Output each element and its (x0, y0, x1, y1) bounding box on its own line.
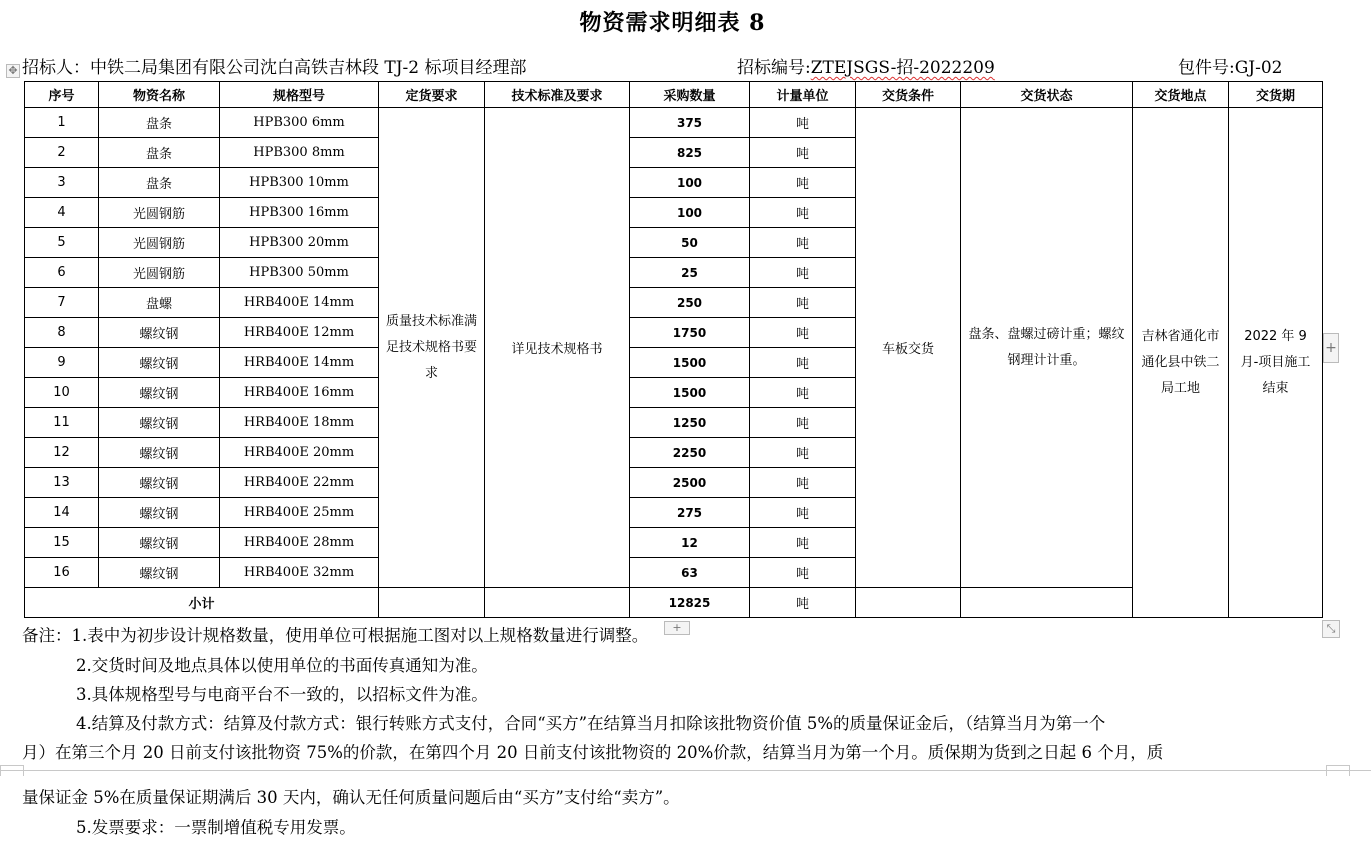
cell-no: 8 (25, 318, 99, 348)
cell-no: 14 (25, 498, 99, 528)
note-3: 3.具体规格型号与电商平台不一致的，以招标文件为准。 (76, 685, 488, 704)
header-spec: 规格型号 (220, 82, 379, 108)
cell-qty: 2500 (630, 468, 750, 498)
cell-unit: 吨 (750, 138, 856, 168)
cell-spec: HRB400E 14mm (220, 348, 379, 378)
cell-spec: HRB400E 22mm (220, 468, 379, 498)
cell-delivery-state: 盘条、盘螺过磅计重；螺纹钢理计计重。 (961, 108, 1133, 588)
cell-delivery-place: 吉林省通化市通化县中铁二局工地 (1133, 108, 1229, 618)
subtotal-empty-state (961, 588, 1133, 618)
header-order-req: 定货要求 (379, 82, 485, 108)
cell-spec: HPB300 6mm (220, 108, 379, 138)
cell-name: 螺纹钢 (99, 468, 220, 498)
cell-no: 11 (25, 408, 99, 438)
cell-unit: 吨 (750, 258, 856, 288)
cell-name: 光圆钢筋 (99, 198, 220, 228)
cell-spec: HPB300 16mm (220, 198, 379, 228)
header-tech-std: 技术标准及要求 (485, 82, 630, 108)
cell-spec: HRB400E 32mm (220, 558, 379, 588)
cell-spec: HPB300 10mm (220, 168, 379, 198)
cell-spec: HRB400E 16mm (220, 378, 379, 408)
subtotal-empty-cond (856, 588, 961, 618)
cell-spec: HRB400E 12mm (220, 318, 379, 348)
tenderer-line: 招标人：中铁二局集团有限公司沈白高铁吉林段 TJ-2 标项目经理部 (22, 58, 527, 78)
table-header-row (25, 82, 1323, 108)
cell-no: 10 (25, 378, 99, 408)
cell-qty: 100 (630, 198, 750, 228)
cell-unit: 吨 (750, 408, 856, 438)
cell-qty: 2250 (630, 438, 750, 468)
cell-name: 螺纹钢 (99, 558, 220, 588)
cell-qty: 1500 (630, 378, 750, 408)
cell-spec: HPB300 8mm (220, 138, 379, 168)
subtotal-unit: 吨 (750, 588, 856, 618)
page-break-marker-right (1326, 765, 1350, 776)
tender-number-label: 招标编号: (737, 58, 811, 78)
cell-spec: HPB300 20mm (220, 228, 379, 258)
cell-name: 光圆钢筋 (99, 258, 220, 288)
cell-qty: 63 (630, 558, 750, 588)
subtotal-row (25, 588, 1323, 618)
header-delivery-place: 交货地点 (1133, 82, 1229, 108)
cell-no: 4 (25, 198, 99, 228)
cell-spec: HPB300 50mm (220, 258, 379, 288)
subtotal-empty-order (379, 588, 485, 618)
package-number: 包件号:GJ-02 (1178, 58, 1283, 78)
cell-no: 7 (25, 288, 99, 318)
cell-no: 6 (25, 258, 99, 288)
cell-delivery-time: 2022 年 9 月-项目施工结束 (1229, 108, 1323, 618)
cell-order-req: 质量技术标准满足技术规格书要求 (379, 108, 485, 588)
note-4-line-3: 量保证金 5%在质量保证期满后 30 天内，确认无任何质量问题后由“买方”支付给“卖方”。 (22, 788, 680, 807)
document-title: 物资需求明细表 8 (579, 10, 766, 36)
cell-unit: 吨 (750, 198, 856, 228)
tender-number-value: ZTEJSGS-招-2022209 (810, 58, 995, 78)
cell-name: 盘条 (99, 108, 220, 138)
add-column-plus-icon[interactable]: + (1323, 333, 1339, 363)
cell-name: 螺纹钢 (99, 528, 220, 558)
note-5: 5.发票要求：一票制增值税专用发票。 (76, 818, 356, 837)
cell-unit: 吨 (750, 558, 856, 588)
cell-unit: 吨 (750, 108, 856, 138)
cell-no: 12 (25, 438, 99, 468)
header-delivery-time: 交货期 (1229, 82, 1323, 108)
add-row-plus-icon[interactable]: + (664, 621, 690, 635)
cell-qty: 1500 (630, 348, 750, 378)
cell-name: 盘条 (99, 168, 220, 198)
materials-table (24, 81, 1323, 618)
cell-name: 螺纹钢 (99, 498, 220, 528)
cell-name: 螺纹钢 (99, 408, 220, 438)
cell-unit: 吨 (750, 348, 856, 378)
cell-qty: 275 (630, 498, 750, 528)
header-no: 序号 (25, 82, 99, 108)
cell-name: 螺纹钢 (99, 378, 220, 408)
header-delivery-state: 交货状态 (961, 82, 1133, 108)
header-qty: 采购数量 (630, 82, 750, 108)
cell-name: 盘螺 (99, 288, 220, 318)
cell-qty: 100 (630, 168, 750, 198)
cell-spec: HRB400E 18mm (220, 408, 379, 438)
cell-no: 2 (25, 138, 99, 168)
cell-spec: HRB400E 20mm (220, 438, 379, 468)
cell-unit: 吨 (750, 288, 856, 318)
cell-name: 盘条 (99, 138, 220, 168)
cell-unit: 吨 (750, 228, 856, 258)
cell-unit: 吨 (750, 168, 856, 198)
cell-spec: HRB400E 14mm (220, 288, 379, 318)
subtotal-empty-tech (485, 588, 630, 618)
cell-qty: 250 (630, 288, 750, 318)
cell-no: 15 (25, 528, 99, 558)
cell-spec: HRB400E 25mm (220, 498, 379, 528)
cell-qty: 1250 (630, 408, 750, 438)
header-delivery-cond: 交货条件 (856, 82, 961, 108)
cell-no: 13 (25, 468, 99, 498)
cell-qty: 375 (630, 108, 750, 138)
cell-qty: 50 (630, 228, 750, 258)
cell-no: 3 (25, 168, 99, 198)
table-row (25, 108, 1323, 138)
cell-unit: 吨 (750, 528, 856, 558)
cell-unit: 吨 (750, 318, 856, 348)
cell-no: 1 (25, 108, 99, 138)
cell-name: 螺纹钢 (99, 438, 220, 468)
page-break-divider (0, 770, 1371, 771)
tender-number (737, 53, 995, 78)
page-break-marker-left (0, 765, 24, 776)
cell-qty: 825 (630, 138, 750, 168)
cell-unit: 吨 (750, 438, 856, 468)
note-2: 2.交货时间及地点具体以使用单位的书面传真通知为准。 (76, 656, 488, 675)
cell-name: 螺纹钢 (99, 348, 220, 378)
cell-qty: 12 (630, 528, 750, 558)
header-name: 物资名称 (99, 82, 220, 108)
header-unit: 计量单位 (750, 82, 856, 108)
cell-unit: 吨 (750, 378, 856, 408)
note-4-line-2: 月）在第三个月 20 日前支付该批物资 75%的价款，在第四个月 20 日前支付该批物资的 20%价款，结算当月为第一个月。质保期为货到之日起 6 个月，质 (22, 743, 1164, 762)
cell-no: 9 (25, 348, 99, 378)
cell-qty: 1750 (630, 318, 750, 348)
table-resize-icon[interactable]: ⤡ (1322, 620, 1340, 638)
subtotal-qty: 12825 (630, 588, 750, 618)
cell-name: 螺纹钢 (99, 318, 220, 348)
cell-tech-std: 详见技术规格书 (485, 108, 630, 588)
subtotal-label: 小计 (25, 588, 379, 618)
table-move-icon[interactable]: ✥ (6, 64, 20, 78)
cell-no: 5 (25, 228, 99, 258)
cell-no: 16 (25, 558, 99, 588)
cell-name: 光圆钢筋 (99, 228, 220, 258)
cell-unit: 吨 (750, 468, 856, 498)
cell-spec: HRB400E 28mm (220, 528, 379, 558)
note-1: 备注：1.表中为初步设计规格数量，使用单位可根据施工图对以上规格数量进行调整。 (22, 626, 649, 645)
cell-delivery-cond: 车板交货 (856, 108, 961, 588)
cell-qty: 25 (630, 258, 750, 288)
cell-unit: 吨 (750, 498, 856, 528)
note-4-line-1: 4.结算及付款方式：结算及付款方式：银行转账方式支付，合同“买方”在结算当月扣除该批物资价值 5%的质量保证金后，（结算当月为第一个 (76, 714, 1106, 733)
